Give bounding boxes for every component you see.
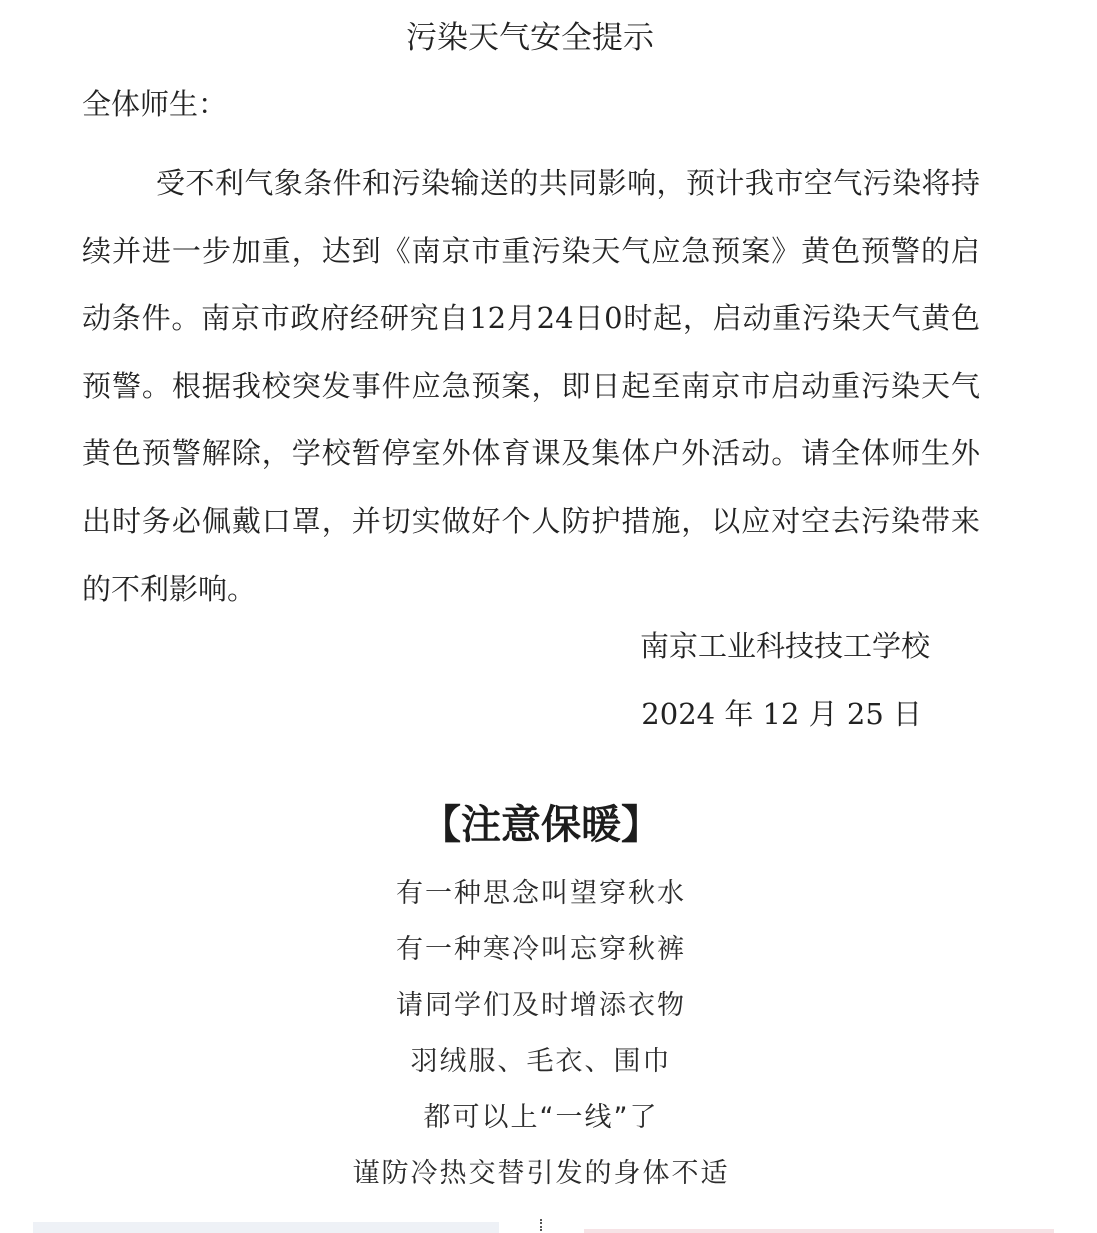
poem-line: 都可以上“一线”了 [423,1102,659,1133]
poem-line: 谨防冷热交替引发的身体不适 [352,1158,730,1189]
warm-tip-heading: 【注意保暖】 [421,802,661,848]
bottom-strip-divider [540,1219,544,1231]
notice-salutation: 全体师生： [82,87,228,121]
notice-signature: 南京工业科技技工学校 [639,629,930,663]
notice-title: 污染天气安全提示 [406,20,654,56]
warm-tip-poem [0,866,1082,1202]
poem-line: 请同学们及时增添衣物 [396,990,686,1021]
poem-line: 有一种思念叫望穿秋水 [396,878,686,909]
poem-line: 羽绒服、毛衣、围巾 [410,1046,672,1077]
bottom-strip-right [584,1229,1054,1233]
notice-body: 受不利气象条件和污染输送的共同影响，预计我市空气污染将持续并进一步加重，达到《南京市重污染天气应急预案》黄色预警的启动条件。南京市政府经研究自12月24日0时起，启动重污染天气黄色预警。根据我校突发事件应急预案，即日起至南京市启动重污染天气黄色预警解除，学校暂停室外体育课及集体户外活动。请全体师生外出时务必佩戴口罩，并切实做好个人防护措施，以应对空去污染带来的不利影响。 [82,166,980,606]
notice-date: 2024 年 12 月 25 日 [641,697,922,731]
poem-line: 有一种寒冷叫忘穿秋裤 [396,934,686,965]
bottom-strip-left [33,1222,499,1233]
